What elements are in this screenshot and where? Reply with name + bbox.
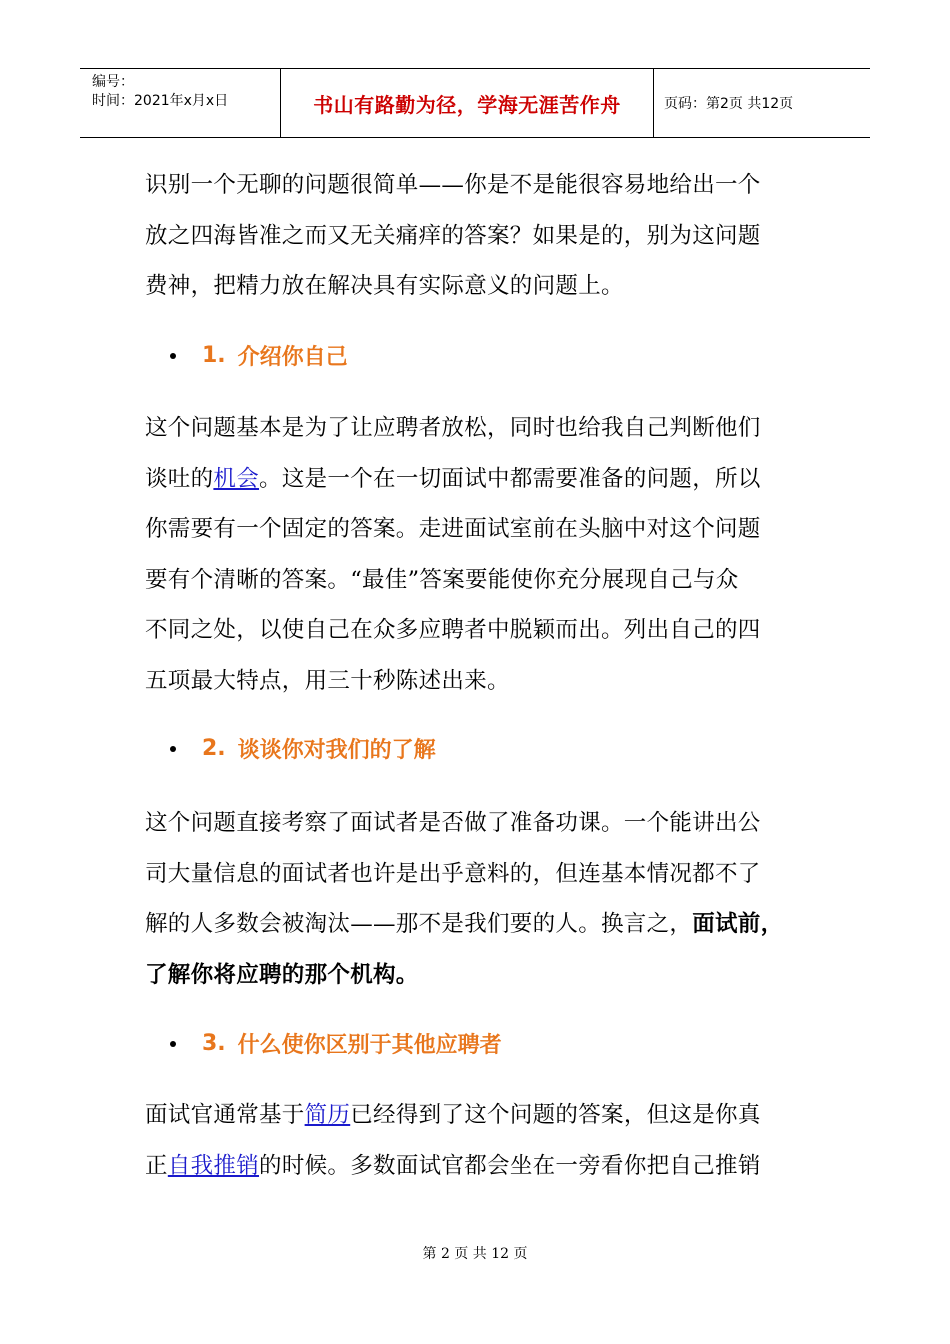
- header-motto-cell: [281, 69, 654, 137]
- link-jianli[interactable]: 简历: [304, 1102, 351, 1128]
- header-time-label: 时间：2021年x月x日: [92, 93, 229, 109]
- paragraph-line: 五项最大特点，用三十秒陈述出来。: [145, 667, 510, 694]
- paragraph-line: 你需要有一个固定的答案。走进面试室前在头脑中对这个问题: [145, 516, 761, 542]
- paragraph-line: [145, 454, 805, 505]
- intro-paragraph: [145, 160, 805, 312]
- text-run: 的时候。多数面试官都会坐在一旁看你把自己推销: [259, 1152, 761, 1179]
- section-heading-1: [170, 340, 348, 371]
- paragraph-line: 这个问题直接考察了面试者是否做了准备功课。一个能讲出公: [145, 810, 761, 836]
- section-number: 1.: [202, 343, 226, 368]
- intro-line: 费神，把精力放在解决具有实际意义的问题上。: [145, 273, 624, 299]
- text-run: 。这是一个在一切面试中都需要准备的问题，所以: [259, 465, 761, 492]
- header-meta: [80, 69, 281, 137]
- paragraph-line: [145, 950, 805, 1001]
- bullet-dot-icon: [170, 746, 176, 752]
- bold-text-run: 面试前，: [692, 911, 784, 937]
- page-header: [80, 68, 870, 138]
- section-title: 介绍你自己: [237, 345, 348, 370]
- paragraph-line: 要有个清晰的答案。“最佳”答案要能使你充分展现自己与众: [145, 566, 739, 593]
- bullet-dot-icon: [170, 353, 176, 359]
- page-footer: 第 2 页 共 12 页: [422, 1246, 528, 1262]
- bullet-dot-icon: [170, 1041, 176, 1047]
- text-run: 已经得到了这个问题的答案，但这是你真: [350, 1102, 761, 1128]
- section-title: 什么使你区别于其他应聘者: [237, 1033, 502, 1058]
- section-number: 2.: [202, 736, 226, 761]
- paragraph-line: [145, 1090, 805, 1141]
- paragraph-line: 不同之处，以使自己在众多应聘者中脱颖而出。列出自己的四: [145, 617, 761, 643]
- section-1-paragraph: [145, 403, 805, 706]
- paragraph-line: [145, 1141, 805, 1192]
- section-heading-3: [170, 1028, 502, 1059]
- intro-line: 放之四海皆准之而又无关痛痒的答案？如果是的，别为这问题: [145, 222, 761, 249]
- section-number: 3.: [202, 1031, 226, 1056]
- section-title: 谈谈你对我们的了解: [237, 738, 436, 763]
- header-number-label: 编号：: [92, 74, 134, 90]
- text-run: 谈吐的: [145, 465, 214, 492]
- header-motto: 书山有路勤为径，学海无涯苦作舟: [313, 92, 621, 117]
- bold-text-run: 了解你将应聘的那个机构。: [145, 961, 419, 988]
- paragraph-line: 司大量信息的面试者也许是出乎意料的，但连基本情况都不了: [145, 860, 761, 887]
- section-3-paragraph: [145, 1090, 805, 1191]
- text-run: 面试官通常基于: [145, 1102, 305, 1128]
- section-2-paragraph: [145, 798, 805, 1000]
- section-heading-2: [170, 733, 436, 764]
- text-run: 解的人多数会被淘汰——那不是我们要的人。换言之，: [145, 911, 693, 937]
- text-run: 正: [145, 1152, 168, 1179]
- link-ziwotuixiao[interactable]: 自我推销: [167, 1152, 260, 1179]
- intro-line: 识别一个无聊的问题很简单——你是不是能很容易地给出一个: [145, 172, 761, 198]
- header-page-info: 页码：第2页 共12页: [664, 96, 794, 112]
- paragraph-line: 这个问题基本是为了让应聘者放松，同时也给我自己判断他们: [145, 415, 761, 441]
- link-jihui[interactable]: 机会: [213, 465, 260, 492]
- paragraph-line: [145, 899, 805, 950]
